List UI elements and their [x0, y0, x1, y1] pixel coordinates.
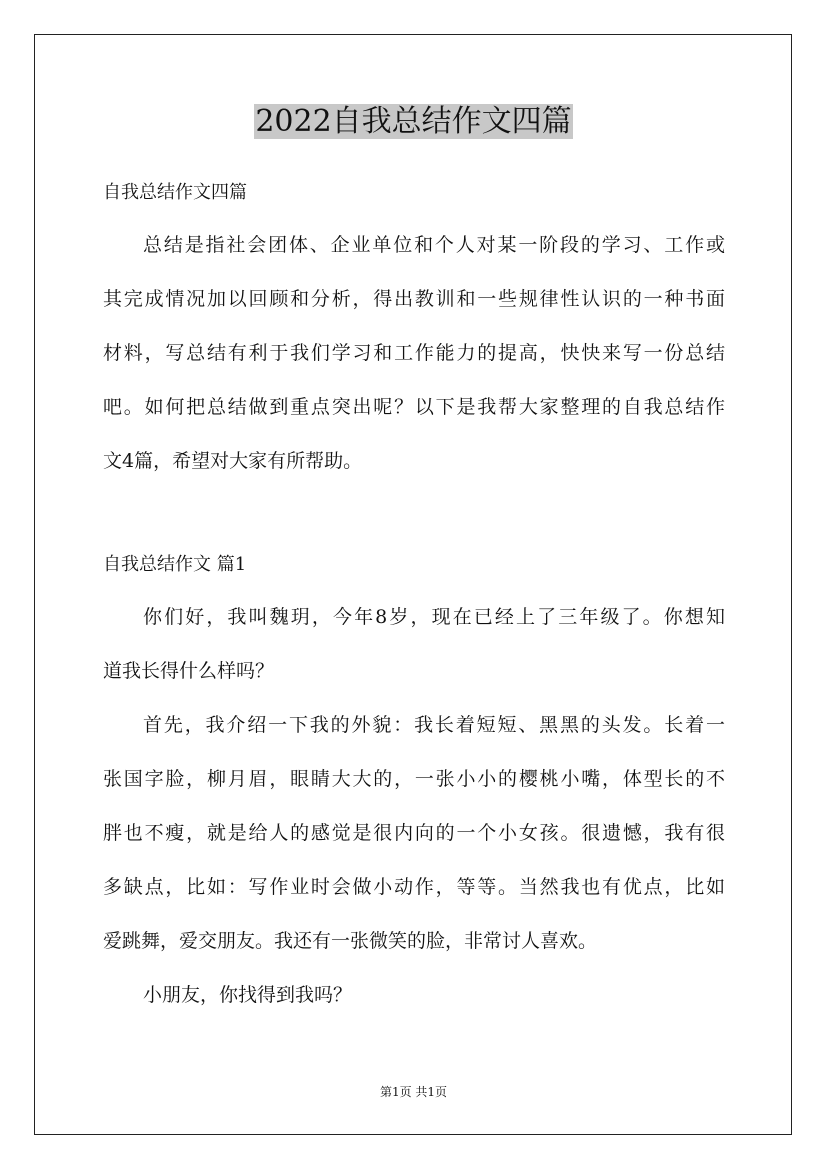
intro-line: 其完成情况加以回顾和分析，得出教训和一些规律性认识的一种书面	[103, 288, 725, 310]
section1-line: 爱跳舞，爱交朋友。我还有一张微笑的脸，非常讨人喜欢。	[103, 930, 598, 952]
section1-line: 张国字脸，柳月眉，眼睛大大的，一张小小的樱桃小嘴，体型长的不	[103, 768, 725, 790]
page-footer: 第1页 共1页	[379, 1085, 448, 1099]
document-title	[0, 100, 827, 144]
intro-line: 总结是指社会团体、企业单位和个人对某一阶段的学习、工作或	[143, 234, 725, 256]
intro-heading: 自我总结作文四篇	[103, 182, 247, 203]
section1-line: 小朋友，你找得到我吗？	[143, 984, 353, 1006]
section1-paragraph-3	[103, 968, 725, 1022]
title-text: 2022自我总结作文四篇	[255, 104, 572, 139]
intro-line: 文4篇，希望对大家有所帮助。	[103, 450, 363, 472]
section1-heading: 自我总结作文 篇1	[103, 554, 247, 575]
section1-line: 道我长得什么样吗？	[103, 660, 275, 682]
intro-line: 吧。如何把总结做到重点突出呢？以下是我帮大家整理的自我总结作	[103, 396, 725, 418]
section-spacer	[103, 488, 725, 540]
section1-line: 你们好，我叫魏玥，今年8岁，现在已经上了三年级了。你想知	[143, 606, 725, 628]
section1-paragraph-1	[103, 590, 725, 698]
intro-paragraph	[103, 218, 725, 488]
section1-line: 胖也不瘦，就是给人的感觉是很内向的一个小女孩。很遗憾，我有很	[103, 822, 725, 844]
section1-paragraph-2	[103, 698, 725, 968]
intro-line: 材料，写总结有利于我们学习和工作能力的提高，快快来写一份总结	[103, 342, 725, 364]
document-body	[103, 168, 725, 1022]
section1-line: 首先，我介绍一下我的外貌：我长着短短、黑黑的头发。长着一	[143, 714, 725, 736]
section1-line: 多缺点，比如：写作业时会做小动作，等等。当然我也有优点，比如	[103, 876, 725, 898]
